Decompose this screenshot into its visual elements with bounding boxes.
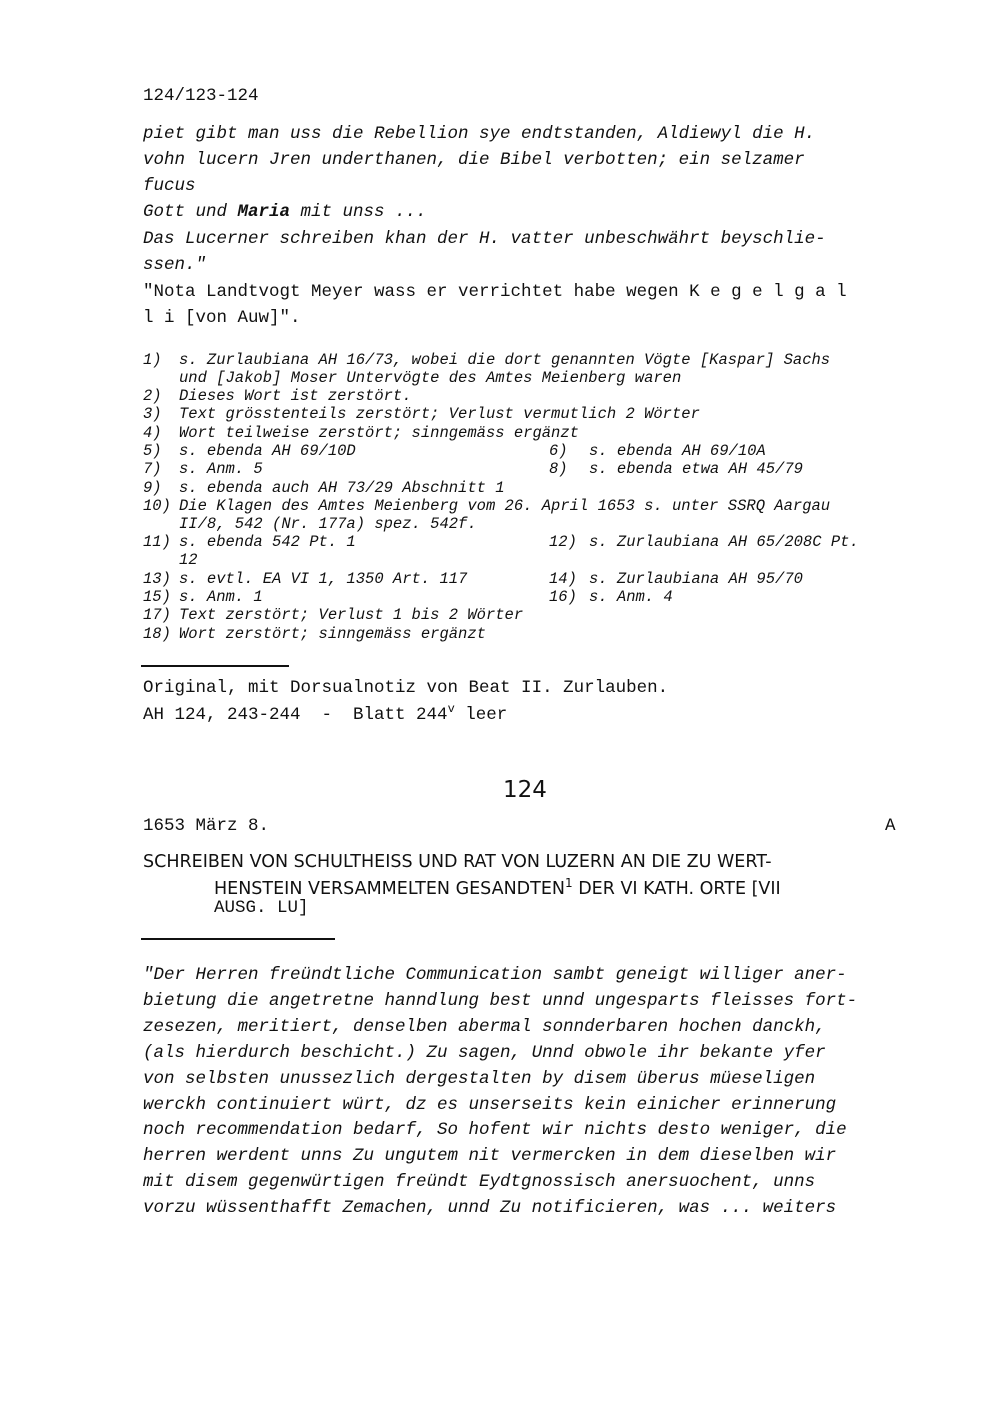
- document-title-line: [214, 876, 781, 899]
- document-letter: A: [885, 816, 896, 836]
- fn-text: s. ebenda 542 Pt. 1: [179, 533, 356, 551]
- fn-num: 18): [143, 625, 171, 643]
- fn-num: 4): [143, 424, 162, 442]
- body-line: bietung die angetretne hanndlung best unnd ungesparts fleisses fort-: [143, 991, 858, 1011]
- body-line: "Der Herren freündtliche Communication sambt geneigt williger aner-: [143, 965, 847, 985]
- title-text: DER VI KATH. ORTE [VII: [572, 878, 781, 899]
- fn-text: s. evtl. EA VI 1, 1350 Art. 117: [179, 570, 468, 588]
- gott-post: mit unss ...: [290, 202, 427, 222]
- prev-text-line: piet gibt man uss die Rebellion sye endtstanden, Aldiewyl die H.: [143, 124, 816, 144]
- fn-num: 10): [143, 497, 171, 515]
- body-line: vorzu wüssenthafft Zemachen, unnd Zu notificieren, was ... weiters: [143, 1198, 837, 1218]
- fn-num: 8): [549, 460, 568, 478]
- source-ah-text: AH 124, 243-244 - Blatt 244: [143, 704, 448, 725]
- fn-text: s. Anm. 1: [179, 588, 263, 606]
- fn-num: 17): [143, 606, 171, 624]
- body-line: mit disem gegenwürtigen freündt Eydtgnossisch anersuochent, unns: [143, 1172, 816, 1192]
- body-line: werckh continuiert würt, dz es unserseits kein einicher erinnerung: [143, 1095, 837, 1115]
- fn-num: 2): [143, 387, 162, 405]
- title-text: HENSTEIN VERSAMMELTEN GESANDTEN: [214, 878, 565, 899]
- fn-num: 1): [143, 351, 162, 369]
- lucerner-line: ssen.": [143, 255, 207, 275]
- source-ah-sup: v: [447, 702, 455, 716]
- document-date: 1653 März 8.: [143, 816, 270, 836]
- source-original: Original, mit Dorsualnotiz von Beat II. Zurlauben.: [143, 678, 669, 698]
- fn-num: 16): [549, 588, 577, 606]
- fn-text: s. Anm. 4: [589, 588, 673, 606]
- fn-text: s. Zurlaubiana AH 16/73, wobei die dort genannten Vögte [Kaspar] Sachs: [179, 351, 831, 369]
- body-line: noch recommendation bedarf, So hofent wir nichts desto weniger, die: [143, 1120, 847, 1140]
- fn-text: Text zerstört; Verlust 1 bis 2 Wörter: [179, 606, 524, 624]
- body-line: zesezen, meritiert, denselben abermal sonnderbaren hochen danckh,: [143, 1017, 826, 1037]
- fn-num: 7): [143, 460, 162, 478]
- fn-num: 6): [549, 442, 568, 460]
- fn-text: s. Anm. 5: [179, 460, 263, 478]
- fn-text: s. ebenda AH 69/10A: [589, 442, 766, 460]
- body-line: (als hierdurch beschicht.) Zu sagen, Unnd obwole ihr bekante yfer: [143, 1043, 826, 1063]
- source-ah: [143, 702, 507, 725]
- title-footnote-ref: 1: [565, 876, 573, 890]
- prev-text-line: fucus: [143, 176, 196, 196]
- fn-text: und [Jakob] Moser Untervögte des Amtes Meienberg waren: [179, 369, 682, 387]
- fn-num: 5): [143, 442, 162, 460]
- document-title-line: SCHREIBEN VON SCHULTHEISS UND RAT VON LUZERN AN DIE ZU WERT-: [143, 852, 772, 872]
- maria-bold: Maria: [237, 202, 291, 222]
- body-line: von selbsten unussezlich dergestalten by disem überus müeseligen: [143, 1069, 816, 1089]
- body-line: herren werdent unns Zu ungutem nit vermercken in dem dieselben wir: [143, 1146, 837, 1166]
- nota-line: l i [von Auw]".: [143, 308, 301, 328]
- gott-line: [143, 202, 427, 222]
- fn-text: s. ebenda auch AH 73/29 Abschnitt 1: [179, 479, 505, 497]
- fn-text: Die Klagen des Amtes Meienberg vom 26. April 1653 s. unter SSRQ Aargau: [179, 497, 831, 515]
- fn-text: Dieses Wort ist zerstört.: [179, 387, 412, 405]
- fn-num: 14): [549, 570, 577, 588]
- fn-num: 15): [143, 588, 171, 606]
- gott-pre: Gott und: [143, 202, 238, 222]
- fn-num: 12): [549, 533, 577, 551]
- prev-text-line: vohn lucern Jren underthanen, die Bibel verbotten; ein selzamer: [143, 150, 805, 170]
- fn-text: II/8, 542 (Nr. 177a) spez. 542f.: [179, 515, 477, 533]
- divider: [141, 938, 335, 940]
- fn-text: s. ebenda etwa AH 45/79: [589, 460, 803, 478]
- fn-text: 12: [179, 551, 198, 569]
- divider: [141, 665, 289, 667]
- fn-text: s. Zurlaubiana AH 65/208C Pt.: [589, 533, 859, 551]
- fn-text: Wort zerstört; sinngemäss ergänzt: [179, 625, 486, 643]
- fn-num: 9): [143, 479, 162, 497]
- fn-text: s. ebenda AH 69/10D: [179, 442, 356, 460]
- fn-num: 13): [143, 570, 171, 588]
- document-number: 124: [503, 777, 547, 803]
- document-title-line: AUSG. LU]: [214, 898, 309, 918]
- fn-text: Text grösstenteils zerstört; Verlust vermutlich 2 Wörter: [179, 405, 700, 423]
- page-reference: 124/123-124: [143, 86, 259, 106]
- lucerner-line: Das Lucerner schreiben khan der H. vatter unbeschwährt beyschlie-: [143, 229, 826, 249]
- nota-line: "Nota Landtvogt Meyer wass er verrichtet habe wegen K e g e l g a l: [143, 282, 847, 302]
- fn-text: Wort teilweise zerstört; sinngemäss ergänzt: [179, 424, 579, 442]
- fn-num: 11): [143, 533, 171, 551]
- fn-text: s. Zurlaubiana AH 95/70: [589, 570, 803, 588]
- source-ah-post: leer: [454, 704, 508, 725]
- fn-num: 3): [143, 405, 162, 423]
